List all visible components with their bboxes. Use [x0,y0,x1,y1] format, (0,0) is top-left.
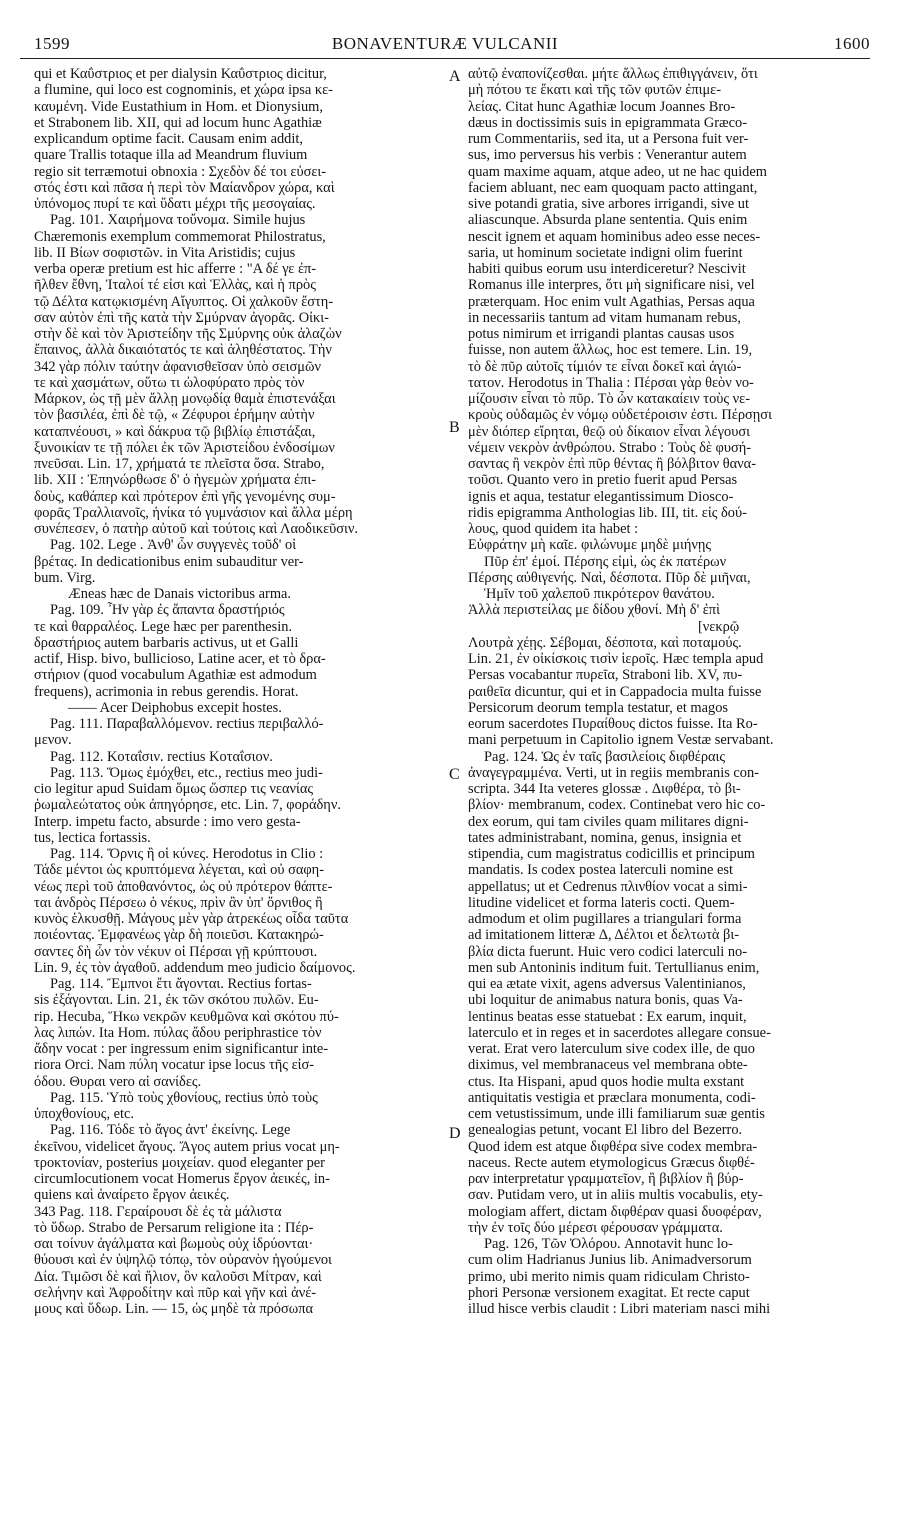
text-line: Pag. 114. Ἔμπνοι ἔτι ἄγονται. Rectius fortas- [50,976,312,992]
text-line: Persicorum deorum templa testatur, et magos [468,699,728,716]
text-line: Romanus ille interpres, ὅτι μὴ significare nisi, vel [468,277,755,294]
text-line: rum Commentariis, sed ita, ut a Persona fuit ver- [468,131,749,147]
text-line: lib. XII : Ἐπηνώρθωσε δ' ὁ ἡγεμὼν χρήματα ἐπι- [34,472,317,489]
text-line: cum olim Hadrianus Junius lib. Animadversorum [468,1252,752,1269]
text-line: νέμειν νεκρὸν ἀνθρώπου. Strabo : Τοὺς δὲ φυσή- [468,439,752,456]
text-line: Ἀλλὰ περιστείλας με δίδου χθονί. Μὴ δ' ἐπὶ [468,602,720,619]
text-line: ἐκεῖνου, videlicet ἄγους. Ἄγος autem prius vocat μη- [34,1138,340,1155]
text-line: aliascunque. Absurda plane sententia. Quis enim [468,212,748,229]
text-line: eorum sacerdotes Πυραίθους dictos fuisse. Ita Ro- [468,716,758,732]
text-line: στὴν δὲ καὶ τὸν Ἀριστείδην τῆς Σμύρνης οὐκ ἀλαζὼν [34,326,342,342]
text-line: Ἡμῖν τοῦ χαλεποῦ πικρότερον θανάτου. [484,586,715,602]
text-line: quam maxime aquam, atque adeo, ut ne hac quidem [468,163,767,180]
text-line: Pag. 126, Τῶν Ὀλόρου. Annotavit hunc lo- [484,1236,733,1252]
text-line: σαι τοίνυν ἀγάλματα καὶ βωμοὺς οὐχ ἱδρύονται· [34,1236,314,1252]
text-line: τὸ ὕδωρ. Strabo de Persarum religione ita : Πέρ- [34,1219,314,1236]
text-line: μὴ πότου τε ἕκατι καὶ τῆς τῶν φυτῶν ἐπιμε- [468,82,722,99]
text-line: ctus. Ita Hispani, apud quos hodie multa exstant [468,1073,745,1090]
text-line: Δία. Τιμῶσι δὲ καὶ ἥλιον, ὃν καλοῦσι Μίτραν, καὶ [34,1268,322,1285]
text-line: Quod idem est atque διφθέρα sive codex membra- [468,1138,758,1155]
text-line: stipendia, cum magistratus codicillis et principum [468,846,755,862]
text-line: κυνὸς ἑλκυσθῇ. Μάγους μὲν γὰρ ἀτρεκέως οἶδα ταῦτα [34,911,349,927]
text-line: sus, imo perversus his verbis : Venerantur autem [468,147,747,164]
text-line: appellatus; ut et Cedrenus πλινθίον vocat a simi- [468,878,748,895]
text-line: Pag. 102. Lege . Ἀνθ' ὧν συγγενὲς τοῦδ' οἱ [50,537,297,554]
text-line: fuisse, non autem ἄλλως, hoc est temere. Lin. 19, [468,342,753,359]
text-line: βλίον· membranum, codex. Continebat vero hic co- [468,797,766,814]
text-line: φορᾶς Τραλλιανοῖς, ἡνίκα τό γυμνάσιον καὶ ἄλλα μέρη [34,504,353,521]
text-line: ἔπαινος, ἀλλὰ δικαιότατός τε καὶ ἀληθέστατος. Τὴν [34,342,332,359]
text-line: Lin. 9, ἐς τὸν ἀγαθοῦ. addendum meo judicio δαίμονος. [34,959,356,976]
text-line: a flumine, qui loco est cognominis, et χώρα ipsa κε- [34,82,333,99]
text-line: ἄδην vocat : per ingressum enim significantur inte- [34,1041,329,1057]
text-line: ται ἀνδρὸς Πέρσεω ὁ νέκυς, πρὶν ἂν ὑπ' ὄρνιθος ἢ [34,894,323,911]
text-line: νέως περὶ τοῦ ἀποθανόντος, ὡς οὐ πρότερον θάπτε- [34,878,333,895]
text-line: litudine videlicet et forma lateris cocti. Quem- [468,894,735,911]
text-line: Πῦρ ἐπ' ἐμοί. Πέρσης εἰμὶ, ὡς ἐκ πατέρων [484,553,727,570]
left-column [34,66,442,1521]
text-line: στός ἐστι καὶ πᾶσα ἡ περὶ τὸν Μαίανδρον χώρα, καὶ [34,179,335,196]
text-line: τὸν βασιλέα, ἐπὶ δὲ τῷ, « Ζέφυροι ἐρήμην αὐτὴν [34,407,315,424]
text-line: τε καὶ χασμάτων, οὕτω τι ὠλοφύρατο πρὸς τὸν [34,374,305,391]
right-column [468,66,870,1521]
text-line: στήριον (quod vocabulum Agathiæ est admodum [34,667,317,684]
text-line: saria, ut hominum societate indigni olim fuerint [468,244,743,261]
text-line: ραιθεῖα dicuntur, qui et in Cappadocia multa fuisse [468,683,762,700]
text-line: βρέτας. In dedicationibus enim subauditur ver- [34,553,304,570]
text-line: lentinus beatas esse statuebat : Ex earum, inquit, [468,1008,747,1025]
text-line: τὴν ἐν τοῖς δύο μέρεσι φέρουσαν γράμματα. [468,1219,723,1236]
margin-letter-d: D [449,1125,461,1142]
text-line: ὑποχθονίους, etc. [34,1106,135,1122]
text-line: μενον. [34,732,72,749]
text-line: dex eorum, qui tam civiles quam militares digni- [468,813,749,830]
text-line: τῷ Δέλτα κατῳκισμένη Αἴγυπτος. Οἱ χαλκοῦν ἔστη- [34,293,334,310]
text-line: qui et Καΰστριος et per dialysin Καΰστριος dicitur, [34,66,327,82]
text-line: Pag. 116. Τόδε τὸ ἄγος ἀντ' ἐκείνης. Lege [50,1122,291,1139]
text-line: explicandum optime facit. Causam enim addit, [34,131,303,147]
text-line: τροκτονίαν, posterius μοιχείαν. quod eleganter per [34,1154,325,1171]
text-line: et Strabonem lib. XII, qui ad locum hunc Agathiæ [34,114,322,131]
text-line: regio sit terræmotui obnoxia : Σχεδὸν δέ τοι εὐσει- [34,163,327,180]
text-line: Μάρκον, ὡς τῇ μὲν ἄλλῃ μονῳδίᾳ θαμὰ ἐπιστενάξαι [34,391,336,407]
text-line: Πέρσης αὐθιγενής. Ναὶ, δέσποτα. Πῦρ δὲ μιῆναι, [468,569,751,586]
right-page-number: 1600 [834,34,870,53]
text-line: πνεῦσαι. Lin. 17, χρήματά τε πλεῖστα ὅσα. Strabo, [34,456,325,472]
text-line: Pag. 112. Κοταΐσιν. rectius Κοταΐσιον. [50,748,273,765]
text-line: nescit ignem et aquam hominibus adeo esse neces- [468,228,761,245]
margin-letter-c: C [449,766,460,783]
text-line: 343 Pag. 118. Γεραίρουσι δὲ ἐς τὰ μάλιστα [34,1203,282,1220]
text-line: Persas vocabantur πυρεῖα, Straboni lib. XV, πυ- [468,667,743,684]
text-line: dæus in doctissimis suis in epigrammata Græco- [468,114,747,131]
text-line: Pag. 124. Ὡς ἐν ταῖς βασιλείοις διφθέραις [484,748,726,765]
text-line: diximus, vel membranaceus vel membrana obte- [468,1057,748,1074]
text-line: 342 γὰρ πόλιν ταύτην ἀφανισθεῖσαν ὑπὸ σεισμῶν [34,358,321,375]
text-line: sis ἐξάγονται. Lin. 21, ἐκ τῶν σκότου πυλῶν. Eu- [34,992,319,1009]
text-line: Pag. 114. Ὄρνις ἢ οἱ κύνες. Herodotus in Clio : [50,846,324,862]
text-line: naceus. Recte autem etymologicus Græcus διφθέ- [468,1154,755,1171]
text-line: ῆλθεν ἔθνη, Ἰταλοί τέ εἰσι καὶ Ἑλλὰς, καὶ ἡ πρὸς [34,277,316,294]
text-line: τοῦσι. Quanto vero in pretio fuerit apud Persas [468,472,738,489]
text-line: men sub Antoninis inditum fuit. Tertullianus enim, [468,959,760,976]
text-line: δραστήριος autem barbaris activus, ut et Galli [34,634,299,651]
text-line: ridis epigramma Anthologias lib. III, tit. εἰς δού- [468,504,747,521]
text-line: σελήνην καὶ Ἀφροδίτην καὶ πῦρ καὶ γῆν καὶ ἀνέ- [34,1284,317,1301]
text-line: Pag. 113. Ὅμως ἐμόχθει, etc., rectius meo judi- [50,764,323,781]
text-line: circumlocutionem vocat Homerus ἔργον ἀεικές, in- [34,1171,330,1187]
text-line: actif, Hisp. bivo, bullicioso, Latine acer, et τὸ δρα- [34,651,326,667]
text-line: μὲν διόπερ εἴρηται, θεῷ οὐ δίκαιον εἶναι λέγουσι [468,423,750,440]
text-line: illud hisce verbis claudit : Libri materiam nasci mihi [468,1301,771,1317]
text-line: ραν interpretatur γραμματεῖον, ἢ βιβλίον ἢ βύρ- [468,1171,744,1187]
text-line: ῥωμαλεώτατος οὐκ ἀπηγόρησε, etc. Lin. 7, φοράδην. [34,797,341,814]
text-line: ποιέοντας. Ἐμφανέως γὰρ δὴ ποιεῦσι. Κατακηρώ- [34,927,324,944]
text-line: cem vetustissimum, unde illi familiarum suæ gentis [468,1106,765,1122]
text-line: τὸ δὲ πῦρ αὐτοῖς τίμιόν τε εἶναι δοκεῖ καὶ ἁγιώ- [468,358,742,375]
running-header [20,32,870,59]
text-line: lib. II Βίων σοφιστῶν. in Vita Aristidis; cujus [34,244,296,261]
left-page-number: 1599 [34,34,70,53]
text-line: σαν. Putidam vero, ut in aliis multis vocabulis, ety- [468,1187,763,1204]
text-line: Pag. 111. Παραβαλλόμενον. rectius περιβαλλό- [50,716,324,732]
text-line: ubi loquitur de animabus natura bonis, quas Va- [468,992,743,1009]
text-line: τε καὶ θαρραλέος. Lege hæc per parenthesin. [34,618,293,635]
text-line: riora Orci. Nam πύλη vocatur ipse locus τῆς εἰσ- [34,1057,315,1074]
text-line: ὑπόνομος πυρί τε καὶ ὕδατι μέχρι τῆς μεσογαίας. [34,196,316,212]
text-line: ignis et aqua, testatur elegantissimum Diosco- [468,488,734,505]
text-line: —— Acer Deiphobus excepit hostes. [68,699,282,716]
text-line: Chæremonis exemplum commemorat Philostratus, [34,228,326,245]
text-line: ἀναγεγραμμένα. Verti, ut in regiis membranis con- [468,764,759,781]
text-line: potus nimirum et irrigandi plantas causas usos [468,326,735,342]
text-line: quare Trallis totaque illa ad Meandrum fluvium [34,147,308,164]
text-line: καυμένη. Vide Eustathium in Hom. et Dionysium, [34,98,323,115]
text-line: καταπνέουσι, » καὶ δάκρυα τῷ βιβλίῳ ἐπιστάξαι, [34,423,316,440]
text-line: faciem abluant, nec eam quoquam pacto attingant, [468,179,758,196]
text-line: όδου. Θυραι vero αἱ σανίδες. [34,1073,202,1090]
text-line: rip. Hecuba, Ἥκω νεκρῶν κευθμῶνα καὶ σκότου πύ- [34,1008,339,1025]
text-line: quiens καὶ ἀναίρετο ἔργον ἀεικές. [34,1187,230,1204]
text-line: Λουτρὰ χέῃς. Σέβομαι, δέσποτα, καὶ ποταμούς. [468,634,742,651]
text-line: λας λιπών. Ita Hom. πύλας ἄδου periphrastice τὸν [34,1024,322,1041]
text-line: scripta. 344 Ita veteres glossæ . Διφθέρα, τὸ βι- [468,781,741,797]
text-line: σαντες δὴ ὦν τὸν νέκυν οἱ Πέρσαι γῇ κρύπτουσι. [34,943,318,960]
text-line: Pag. 109. Ἦν γὰρ ἐς ἅπαντα δραστήριός [50,602,285,619]
text-line: Æneas hæc de Danais victoribus arma. [68,586,291,602]
text-line: μους καὶ ὕδωρ. Lin. — 15, ὡς μηδὲ τὰ πρόσωπα [34,1301,314,1317]
text-line: tates administrabant, nomina, genus, insignia et [468,829,742,846]
text-line: ad imitationem litteræ Δ, Δέλτοι et δελτωτὰ βι- [468,927,740,944]
text-line: αὐτῷ ἐναπονίζεσθαι. μήτε ἄλλως ἐπιθιγγάνειν, ὅτι [468,66,758,82]
text-line: mani perpetuum in Capitolio ignem Vestæ servabant. [468,732,774,749]
text-line: primo, ubi merito nimis quam ridiculam Christo- [468,1268,750,1285]
text-line: Pag. 101. Χαιρήμονα τοὔνομα. Simile hujus [50,212,306,229]
text-line: λείας. Citat hunc Agathiæ locum Joannes Bro- [468,98,736,115]
text-line: mologiam affert, dictam διφθέραν quasi δυοφέραν, [468,1203,762,1220]
text-line: [νεκρῷ [698,618,740,635]
text-line: σαντας ἢ νεκρὸν ἐπὶ πῦρ θέντας ἢ βόλβιτον θανα- [468,456,757,472]
text-line: antiquitatis vestigia et præclara monumenta, codi- [468,1089,756,1106]
text-line: δοὺς, καθάπερ καὶ πρότερον ἐπὶ γῆς γενομένης συμ- [34,488,336,505]
text-line: Lin. 21, ἐν οἰκίσκοις τισὶν ἱεροῖς. Hæc templa apud [468,651,764,667]
running-title: BONAVENTURÆ VULCANII [331,34,559,53]
text-line: bum. Virg. [34,569,96,586]
text-line: Interp. impetu facto, absurde : imo vero gesta- [34,813,301,830]
text-line: τατον. Herodotus in Thalia : Πέρσαι γὰρ θεὸν νο- [468,374,754,391]
text-line: præterquam. Hoc enim vult Agathias, Persas aqua [468,293,755,310]
text-line: in necessariis tantum ad vitam humanam rebus, [468,309,741,326]
text-line: βλία dicta fuerunt. Huic vero codici laterculi no- [468,943,748,960]
text-line: admodum et olim pugillares a triangulari forma [468,911,742,927]
text-line: θύουσι καὶ ἐν ὑψηλῷ τόπῳ, τὸν οὐρανὸν ἡγούμενοι [34,1252,332,1269]
text-line: μίζουσιν εἶναι τὸ πῦρ. Τὸ ὦν κατακαίειν τοὺς νε- [468,391,751,407]
margin-letter-b: B [449,419,460,436]
text-line: tus, lectica fortassis. [34,829,151,846]
text-line: σαν αὐτὸν ἐπὶ τῆς κατὰ τὴν Σμύρναν ἀγορᾶς. Οἰκι- [34,309,329,326]
text-line: sive potandi gratia, sive arbores irrigandi, sive ut [468,196,749,212]
text-line: verat. Erat vero laterculum sive codex ille, de quo [468,1041,755,1057]
margin-letter-a: A [449,68,461,85]
text-line: ξυνοικίαν τε τῇ πόλει ἐκ τῶν Ἀριστείδου ἐνδοσίμων [34,439,335,456]
text-line: habiti quibus eorum usu interdiceretur? Nescivit [468,261,746,277]
text-line: Εὐφράτην μὴ καῖε. φιλώνυμε μηδὲ μιήνῃς [468,537,712,554]
text-line: laterculo et in reges et in sacerdotes allegare consue- [468,1024,771,1041]
text-line: frequens), acrimonia in rebus gerendis. Horat. [34,683,299,700]
text-line: κροὺς οὐδαμῶς ἐν νόμῳ οὐδετέροισιν ἐστι. Πέρσῃσι [468,407,772,424]
text-line: λους, quod quidem ita habet : [468,521,639,537]
text-line: phori Personæ versionem exagitat. Et recte caput [468,1284,750,1301]
text-line: verba operæ pretium est hic afferre : "Α δέ γε ἐπ- [34,261,317,277]
text-line: genealogias petunt, vocant El libro del Bezerro. [468,1122,743,1139]
text-line: Τάδε μέντοι ὡς κρυπτόμενα λέγεται, καὶ οὐ σαφη- [34,862,324,879]
text-line: Pag. 115. Ὑπὸ τοὺς χθονίους, rectius ὑπὸ τοὺς [50,1089,318,1106]
text-line: qui ea ætate vixit, agens adversus Valentinianos, [468,976,746,992]
text-line: cio legitur apud Suidam ὅμως ὥσπερ τις νεανίας [34,781,314,797]
text-line: συνέπεσεν, ὁ πατὴρ αὐτοῦ καὶ τούτοις καὶ Λαοδικεῦσιν. [34,521,358,537]
text-line: mandatis. Is codex postea laterculi nomine est [468,862,733,879]
